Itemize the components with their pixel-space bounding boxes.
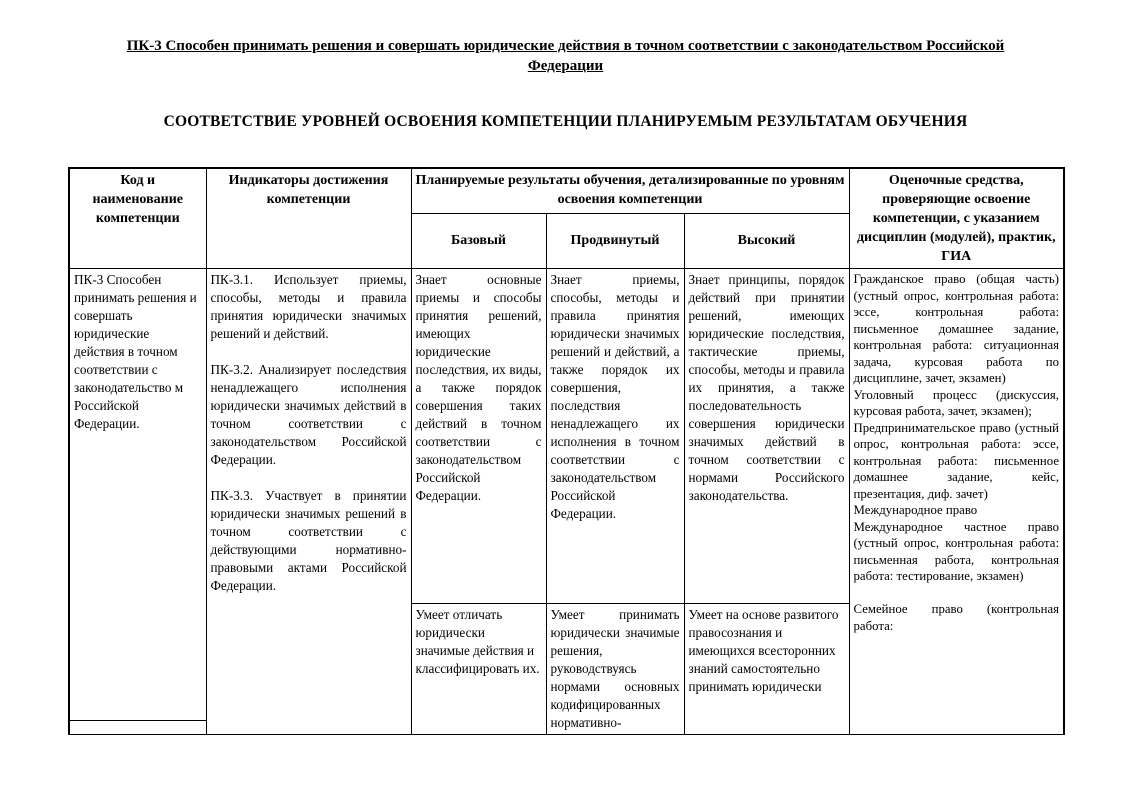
cell-indicators bbox=[206, 269, 411, 735]
assessment-family-law: Семейное право (контрольная работа: bbox=[853, 602, 1060, 633]
cell-able-advanced: Умеет принимать юридически значимые решения, руководствуясь нормами основных кодифицированных нормативно- bbox=[546, 604, 684, 735]
cell-knows-basic: Знает основные приемы и способы принятия решений, имеющих юридические последствия, их виды, а также порядок совершения таких действий в точном соответствии с законодательством Российской Федерации. bbox=[411, 269, 546, 604]
assessment-business-law: Предпринимательское право (устный опрос, контрольная работа: эссе, контрольная работа: письменное домашнее задание, кейс, презентация, диф. зачет) bbox=[853, 420, 1060, 501]
header-level-basic: Базовый bbox=[411, 213, 546, 268]
cell-able-high: Умеет на основе развитого правосознания и имеющихся всесторонних знаний самостоятельно принимать юридически bbox=[684, 604, 849, 735]
page-title: ПК-3 Способен принимать решения и совершать юридические действия в точном соответствии с законодательством Российской Федерации bbox=[126, 38, 1005, 74]
cell-knows-high: Знает принципы, порядок действий при принятии решений, имеющих юридические последствия, тактические приемы, способы, методы и правила их принятия, а также последовательность совершения юридически значимых действий в точном соответствии с нормами Российского законодательства. bbox=[684, 269, 849, 604]
assessment-criminal-process: Уголовный процесс (дискуссия, курсовая работа, зачет, экзамен); bbox=[853, 387, 1060, 418]
header-row-1 bbox=[69, 168, 1064, 213]
header-code-name: Код и наименование компетенции bbox=[69, 168, 206, 269]
assessment-international-private-law: Международное частное право (устный опрос, контрольная работа: письменная работа, контрольная работа: тестирование, экзамен) bbox=[853, 519, 1060, 583]
indicator-pk-3-1: ПК-3.1. Использует приемы, способы, методы и правила принятия юридически значимых решений и действий. bbox=[210, 272, 407, 341]
competence-table bbox=[68, 167, 1065, 735]
assessment-international-law: Международное право bbox=[853, 503, 978, 517]
cell-knows-advanced: Знает приемы, способы, методы и правила принятия юридически значимых решений и действий, а также порядок их совершения, последствия ненадлежащего их исполнения в точном соответствии с законодательством Российской Федерации. bbox=[546, 269, 684, 604]
page-subtitle: СООТВЕТСТВИЕ УРОВНЕЙ ОСВОЕНИЯ КОМПЕТЕНЦИИ ПЛАНИРУЕМЫМ РЕЗУЛЬТАТАМ ОБУЧЕНИЯ bbox=[163, 113, 968, 130]
cell-assessment bbox=[849, 269, 1064, 735]
indicator-pk-3-3: ПК-3.3. Участвует в принятии юридически значимых решений в точном соответствии с действующими нормативно-правовыми актами Российской Федерации. bbox=[210, 488, 407, 593]
assessment-civil-law: Гражданское право (общая часть) (устный опрос, контрольная работа: эссе, контрольная работа: письменное домашнее задание, контрольная работа: ситуационная задача, курсовая работа по дисциплине, зачет, экзамен) bbox=[853, 272, 1060, 385]
body-row-knows bbox=[69, 269, 1064, 604]
cell-able-basic: Умеет отличать юридически значимые действия и классифицировать их. bbox=[411, 604, 546, 735]
header-level-high: Высокий bbox=[684, 213, 849, 268]
header-level-advanced: Продвинутый bbox=[546, 213, 684, 268]
assessment-spacer bbox=[854, 585, 1060, 602]
header-results-group: Планируемые результаты обучения, детализированные по уровням освоения компетенции bbox=[411, 168, 849, 213]
header-assessment: Оценочные средства, проверяющие освоение компетенции, с указанием дисциплин (модулей), практик, ГИА bbox=[849, 168, 1064, 269]
indicator-pk-3-2: ПК-3.2. Анализирует последствия ненадлежащего исполнения юридически значимых действий в точном соответствии с законодательством Российской Федерации. bbox=[210, 362, 407, 467]
header-indicators: Индикаторы достижения компетенции bbox=[206, 168, 411, 269]
cell-competence: ПК-3 Способен принимать решения и совершать юридические действия в точном соответствии с законодательство м Российской Федерации. bbox=[69, 269, 206, 721]
cell-competence-continued bbox=[69, 720, 206, 734]
